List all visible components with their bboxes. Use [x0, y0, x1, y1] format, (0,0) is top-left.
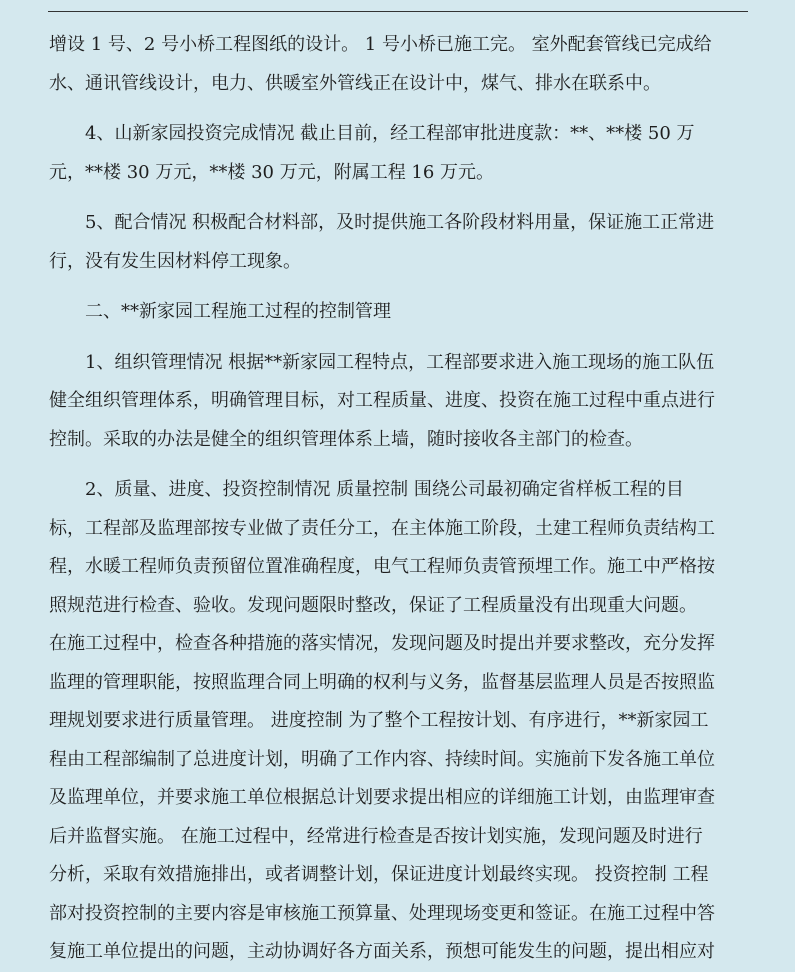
document-body: [49, 26, 749, 972]
text-line: 4、山新家园投资完成情况 截止目前，经工程部审批进度款：**、**楼 50 万: [49, 123, 695, 144]
text-line: 2、质量、进度、投资控制情况 质量控制 围绕公司最初确定省样板工程的目: [49, 479, 684, 500]
text-line: 控制。采取的办法是健全的组织管理体系上墙，随时接收各主部门的检查。: [49, 428, 643, 450]
paragraph-gap: [49, 103, 749, 115]
text-line: 监理的管理职能，按照监理合同上明确的权利与义务，监督基层监理人员是否按照监: [49, 671, 715, 693]
text-line: 分析，采取有效措施排出，或者调整计划，保证进度计划最终实现。 投资控制 工程: [49, 864, 709, 885]
text-line: 1、组织管理情况 根据**新家园工程特点，工程部要求进入施工现场的施工队伍: [49, 351, 715, 373]
text-line: 健全组织管理体系，明确管理目标，对工程质量、进度、投资在施工过程中重点进行: [49, 390, 715, 411]
text-line: 后并监督实施。 在施工过程中，经常进行检查是否按计划实施，发现问题及时进行: [49, 825, 703, 847]
text-line: 部对投资控制的主要内容是审核施工预算量、处理现场变更和签证。在施工过程中答: [49, 902, 715, 924]
text-line: 水、通讯管线设计，电力、供暖室外管线正在设计中，煤气、排水在联系中。: [49, 72, 661, 94]
text-line: 增设 1 号、2 号小桥工程图纸的设计。 1 号小桥已施工完。 室外配套管线已完成给: [49, 34, 712, 55]
text-line: 标，工程部及监理部按专业做了责任分工，在主体施工阶段，土建工程师负责结构工: [49, 517, 715, 539]
text-line: 程，水暖工程师负责预留位置准确程度，电气工程师负责管预埋工作。施工中严格按: [49, 556, 715, 577]
text-line: 5、配合情况 积极配合材料部，及时提供施工各阶段材料用量，保证施工正常进: [49, 212, 715, 233]
text-line: 理规划要求进行质量管理。 进度控制 为了整个工程按计划、有序进行，**新家园工: [49, 710, 709, 731]
paragraph-gap: [49, 281, 749, 293]
text-line: 行，没有发生因材料停工现象。: [49, 250, 301, 272]
text-line: 元，**楼 30 万元，**楼 30 万元，附属工程 16 万元。: [49, 161, 495, 183]
paragraph-gap: [49, 192, 749, 204]
header-rule: [48, 11, 748, 12]
text-line: 程由工程部编制了总进度计划，明确了工作内容、持续时间。实施前下发各施工单位: [49, 748, 715, 770]
text-line: 照规范进行检查、验收。发现问题限时整改，保证了工程质量没有出现重大问题。: [49, 594, 697, 616]
text-line: 复施工单位提出的问题，主动协调好各方面关系，预想可能发生的问题，提出相应对: [49, 941, 715, 962]
text-line: 在施工过程中，检查各种措施的落实情况，发现问题及时提出并要求整改，充分发挥: [49, 633, 715, 654]
text-line: 及监理单位，并要求施工单位根据总计划要求提出相应的详细施工计划，由监理审查: [49, 787, 715, 808]
text-line: 二、**新家园工程施工过程的控制管理: [49, 301, 391, 322]
paragraph-gap: [49, 459, 749, 471]
paragraph-gap: [49, 332, 749, 344]
